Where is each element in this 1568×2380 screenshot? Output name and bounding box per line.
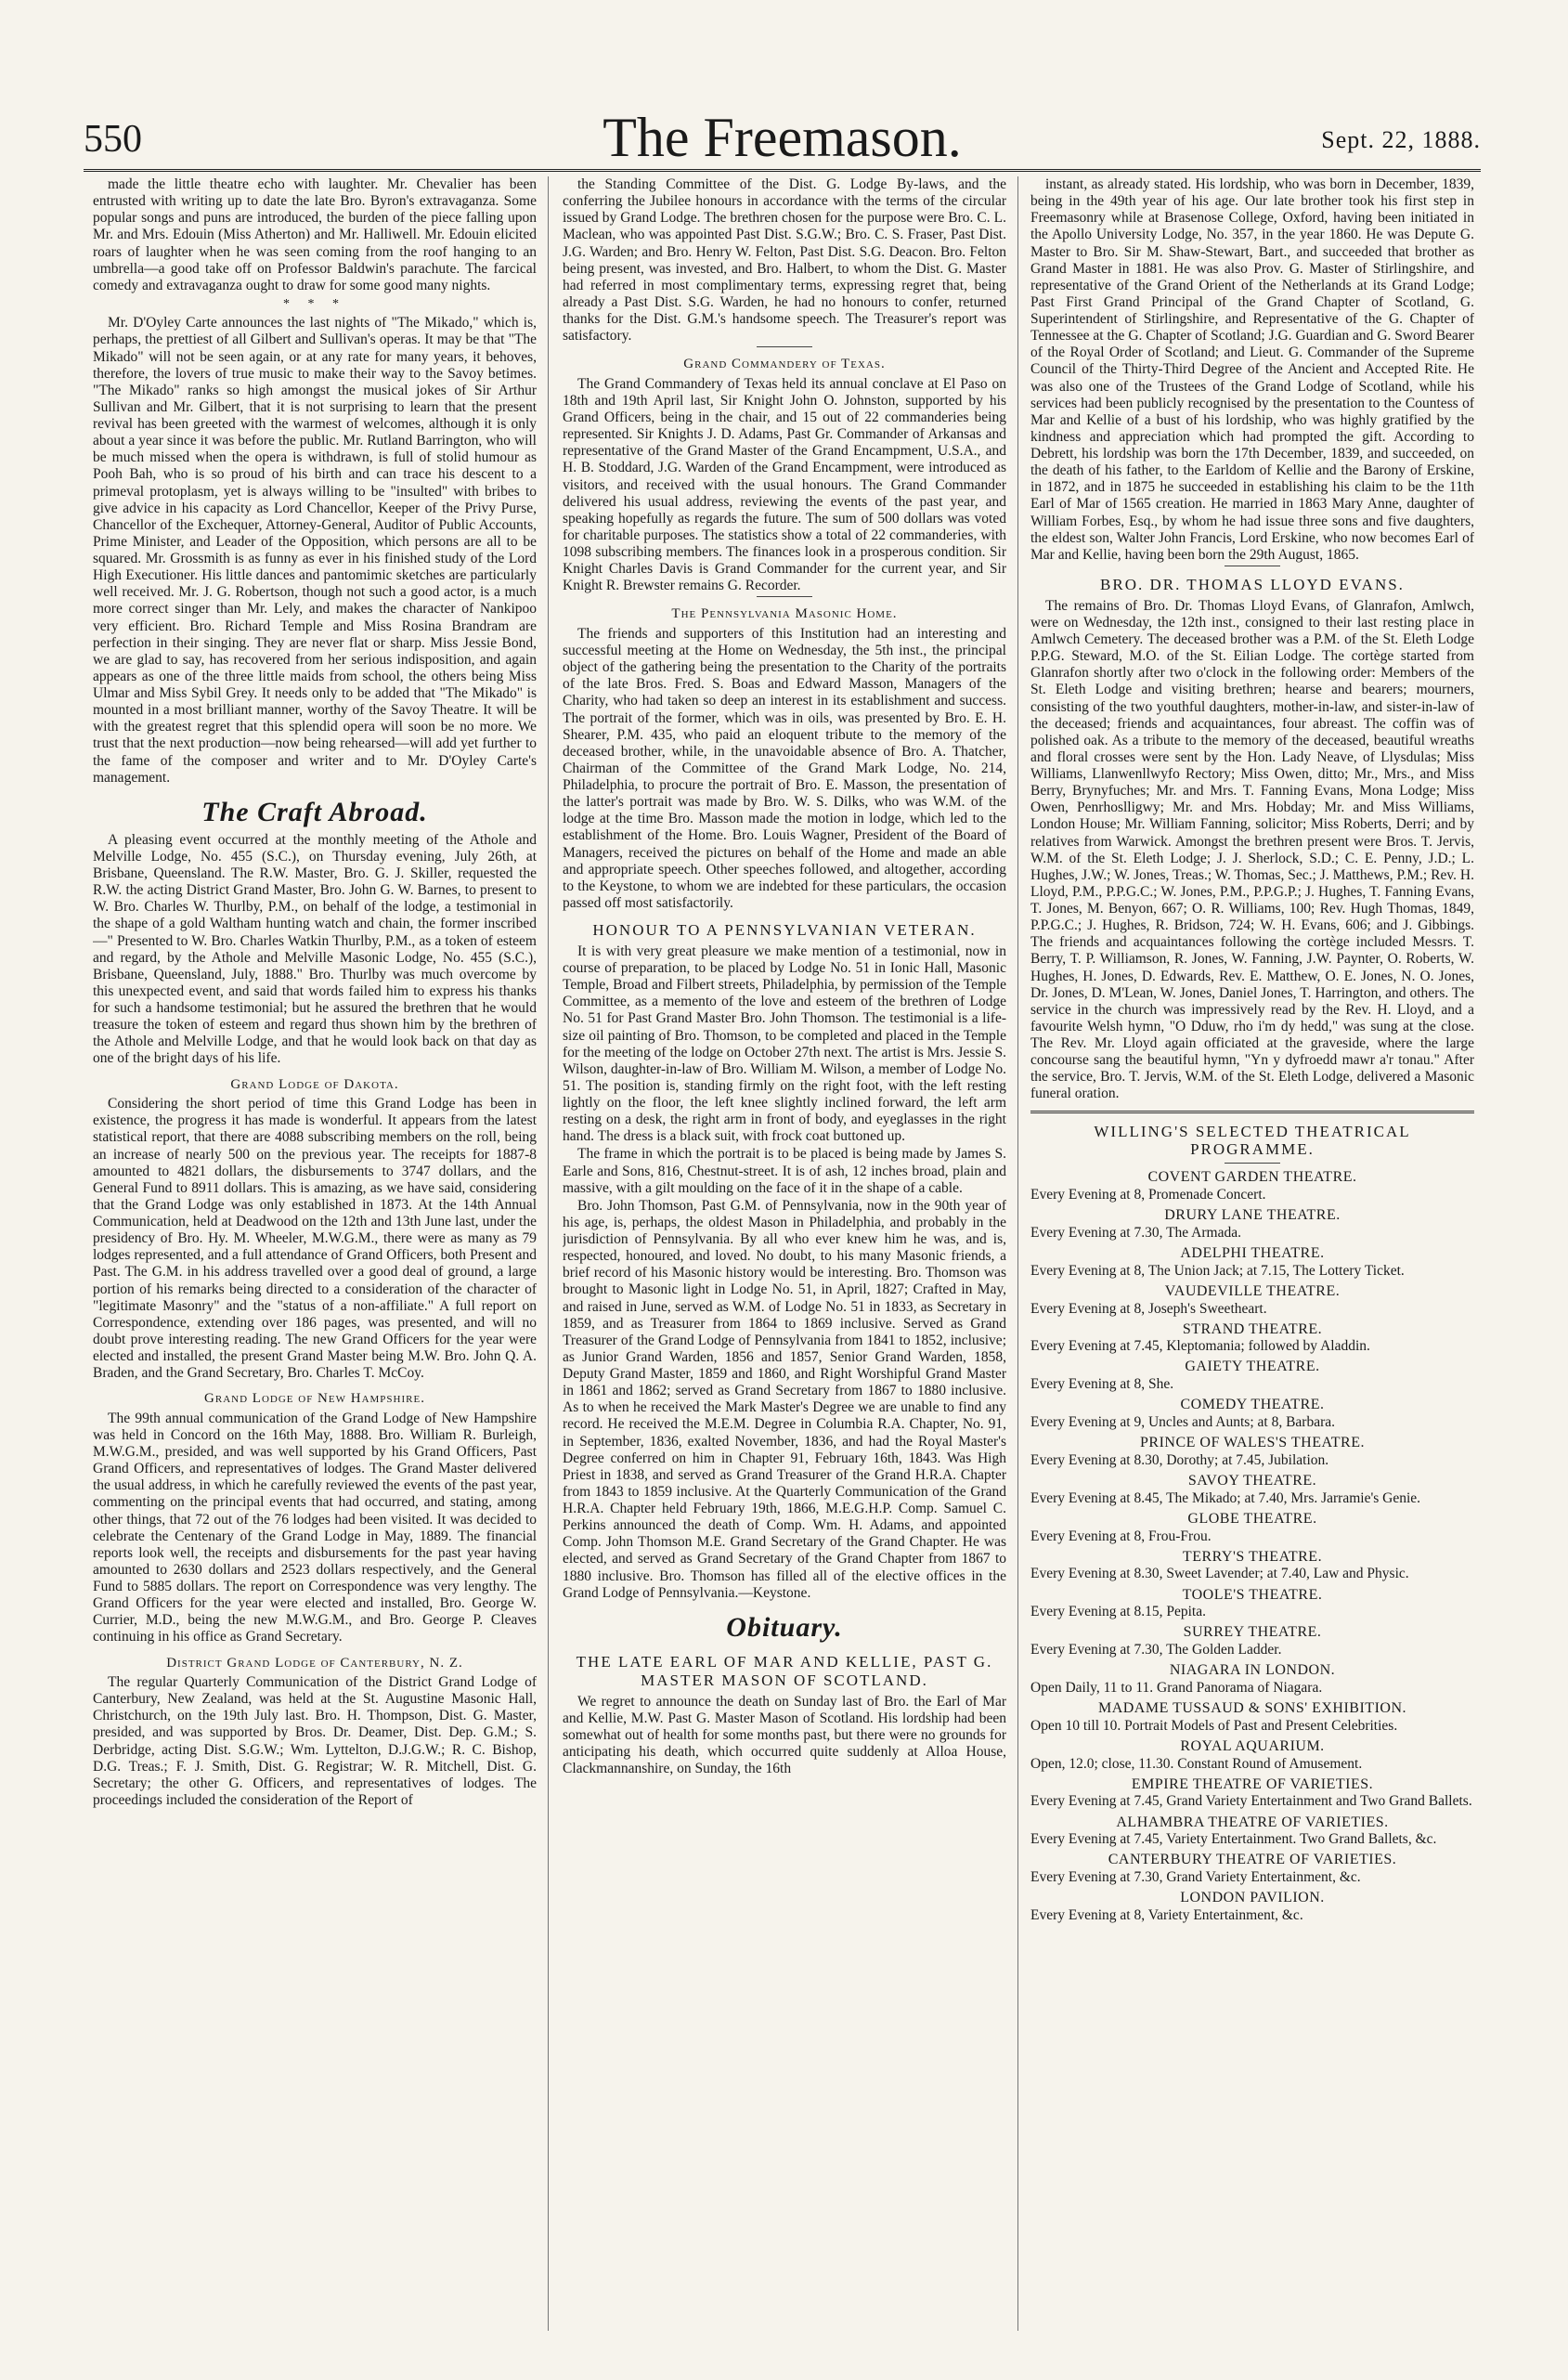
theatre-detail: Every Evening at 7.45, Grand Variety Entertainment and Two Grand Ballets. bbox=[1030, 1793, 1472, 1810]
divider bbox=[757, 596, 812, 597]
theatre-entry bbox=[1030, 1207, 1474, 1242]
paragraph: We regret to announce the death on Sunday last of Bro. the Earl of Mar and Kellie, M.W. Past G. Master Mason of Scotland. His lordship had been somewhat out of health for some months past, but there were no grounds for anticipating his death, which occurred quite suddenly at Alloa House, Clackmannanshire, on Sunday, the 16th bbox=[563, 1693, 1006, 1777]
subheading: Grand Lodge of New Hampshire. bbox=[204, 1391, 425, 1407]
theatre-entry bbox=[1030, 1624, 1474, 1658]
theatre-name: GAIETY THEATRE. bbox=[1185, 1359, 1320, 1375]
subheading: The Pennsylvania Masonic Home. bbox=[671, 606, 898, 622]
theatre-detail: Every Evening at 7.45, Kleptomania; followed by Aladdin. bbox=[1030, 1338, 1370, 1355]
theatre-entry bbox=[1030, 1587, 1474, 1621]
section-stars: * * * bbox=[283, 296, 346, 311]
theatre-name: COMEDY THEATRE. bbox=[1180, 1397, 1325, 1413]
column-rule bbox=[548, 176, 549, 2331]
theatre-name: MADAME TUSSAUD & SONS' EXHIBITION. bbox=[1097, 1700, 1407, 1717]
theatre-name: ADELPHI THEATRE. bbox=[1180, 1244, 1325, 1261]
theatre-detail: Every Evening at 7.30, The Golden Ladder. bbox=[1030, 1642, 1282, 1658]
theatre-name: ROYAL AQUARIUM. bbox=[1180, 1737, 1325, 1754]
theatre-detail: Every Evening at 8, Variety Entertainment, &c. bbox=[1030, 1907, 1303, 1923]
theatre-detail: Every Evening at 8.45, The Mikado; at 7.40, Mrs. Jarramie's Genie. bbox=[1030, 1489, 1421, 1506]
paragraph: the Standing Committee of the Dist. G. Lodge By-laws, and the conferring the Jubilee honours in accordance with the terms of the circular issued by Grand Lodge. The brethren chosen for the purpose were Bro. C. L. Maclean, who was appointed Past Dist. S.G.W.; Bro. C. S. Fraser, Past Dist. J.G. Warden; and Bro. Henry W. Felton, Past Dist. S.G. Deacon. Bro. Felton being present, was invested, and Bro. Halbert, to whom the Dist. G. Master had referred in most complimentary terms, expressing regret that, being already a Past Dist. S.G. Warden, he had no honours to confer, returned thanks for the Dist. G.M.'s handsome speech. The Treasurer's report was satisfactory. bbox=[563, 176, 1006, 345]
column-2 bbox=[563, 176, 1006, 2349]
theatre-entry bbox=[1030, 1890, 1474, 1924]
theatre-name: VAUDEVILLE THEATRE. bbox=[1164, 1282, 1341, 1299]
theatre-detail: Every Evening at 8.15, Pepita. bbox=[1030, 1604, 1206, 1620]
section-heading: Obituary. bbox=[726, 1611, 843, 1643]
theatre-entry bbox=[1030, 1169, 1474, 1203]
theatre-detail: Every Evening at 8, She. bbox=[1030, 1376, 1174, 1393]
theatre-detail: Open, 12.0; close, 11.30. Constant Round of Amusement. bbox=[1030, 1755, 1363, 1772]
paragraph: made the little theatre echo with laughter. Mr. Chevalier has been entrusted with writing up to date the late Bro. Byron's extravaganza. Some popular songs and puns are introduced, the burden of the piece falling upon Mr. and Mrs. Edouin (Miss Atherton) and Mr. Halliwell. Mr. Edouin elicited roars of laughter when he was seen coming from the roof hanging to an umbrella—a good take off on Professor Baldwin's parachute. The farcical comedy and extravaganza ought to draw for some good many nights. bbox=[93, 176, 537, 293]
theatre-name: LONDON PAVILION. bbox=[1180, 1890, 1325, 1906]
theatre-entry bbox=[1030, 1738, 1474, 1773]
divider bbox=[757, 346, 812, 347]
article-heading: HONOUR TO A PENNSYLVANIAN VETERAN. bbox=[592, 921, 977, 940]
subheading: Grand Commandery of Texas. bbox=[683, 357, 886, 372]
theatre-name: PRINCE OF WALES'S THEATRE. bbox=[1140, 1435, 1365, 1451]
theatre-detail: Open 10 till 10. Portrait Models of Past and Present Celebrities. bbox=[1030, 1717, 1398, 1734]
theatre-name: GLOBE THEATRE. bbox=[1187, 1510, 1317, 1527]
theatre-name: ALHAMBRA THEATRE OF VARIETIES. bbox=[1116, 1814, 1389, 1830]
theatre-entry bbox=[1030, 1852, 1474, 1886]
theatre-detail: Every Evening at 8.30, Dorothy; at 7.45, Jubilation. bbox=[1030, 1451, 1329, 1468]
paragraph: The remains of Bro. Dr. Thomas Lloyd Evans, of Glanrafon, Amlwch, were on Wednesday, the 12th inst., consigned to their last resting place in Amlwch Cemetery. The deceased brother was a P.M. of the St. Eleth Lodge P.P.G. Steward, M.O. of the St. Eilian Lodge. The cortège started from Glanrafon shortly after two o'clock in the following order: Members of the St. Eleth Lodge and visiting brethren; hearse and bearers; mourners, consisting of the two youthful daughters, mother-in-law, and sister-in-law of the deceased; friends and acquaintances, four abreast. The coffin was of polished oak. As a tribute to the memory of the deceased, beautiful wreaths and floral crosses were sent by the Hon. Lady Neave, of Llysdulas; Miss Williams, Llanwenllwyfo Rectory; Miss Owen, ditto; Mr., Mrs., and Miss Berry, Brynyfuches; Mr. and Mrs. T. Fanning Evans, Mona Lodge; Miss Owen, Penrhoslligwy; Mr. and Mrs. Hobday; Mr. and Miss Williams, London House; Mr. William Fanning, solicitor; Miss Roberts, Derri; and by relatives from Warwick. Amongst the brethren present were Bros. T. Jervis, W.M. of the St. Eleth Lodge; J. J. Sherlock, S.D.; C. E. Penny, J.D.; L. Hughes, J.W.; W. Jones, Treas.; W. Thomas, Sec.; J. Matthews, P.M.; Rev. H. Lloyd, P.M., P.P.G.C.; W. Jones, P.M., P.P.G.P.; J. Hughes, T. Fanning Evans, T. Jones, M. Benyon, 667; O. R. Williams, 100; Rev. Hugh Thomas, 1849, P.P.G.C.; J. Hughes, R. Bridson, 724; W. H. Evans, 606; and J. Gibbings. The friends and acquaintances following the cortège included Messrs. T. Berry, T. P. Williamson, R. Jones, W. Fanning, J.W. Paynter, O. Roberts, W. Hughes, H. Jones, D. Edwards, Rev. E. Matthew, O. E. Jones, N. O. Jones, Dr. Jones, D. M'Lean, W. Jones, Daniel Jones, T. Harrington, and others. The service in the church was impressively read by the Rev. H. Lloyd, and a favourite Welsh hymn, "O Dduw, rho i'm dy hedd," was sung at the close. The Rev. Mr. Lloyd again officiated at the graveside, where the large concourse sang the beautiful hymn, "Yn y dyfroedd mawr a'r tonau." After the service, Bro. T. Jervis, W.M. of the St. Eleth Lodge, delivered a Masonic funeral oration. bbox=[1030, 597, 1474, 1102]
theatre-detail: Open Daily, 11 to 11. Grand Panorama of Niagara. bbox=[1030, 1679, 1323, 1696]
divider bbox=[1030, 1111, 1474, 1113]
theatre-name: STRAND THEATRE. bbox=[1182, 1320, 1323, 1337]
paragraph: The friends and supporters of this Institution had an interesting and successful meeting at the Home on Wednesday, the 5th inst., the principal object of the gathering being the presentation to the Charity of the portraits of the late Bros. Fred. S. Boas and Edward Masson, Managers of the Charity, who had taken so deep an interest in its establishment and success. The portrait of the former, which was in oils, was presented by Bro. E. H. Shearer, P.M. 435, who paid an eloquent tribute to the memory of the deceased brother, while, in the unavoidable absence of Bro. A. Thatcher, Chairman of the Committee of the Grand Mark Lodge, No. 214, Philadelphia, to procure the portrait of Bro. E. Masson, the presentation of the latter's portrait was made by Bro. W. S. Dilks, who was W.M. of the lodge at the time Bro. Masson made the motion in lodge, which led to the establishment of the Home. Bro. Louis Wagner, President of the Board of Managers, received the pictures on behalf of the Home and made an able and appropriate speech. Other speeches followed, and altogether, according to the Keystone, to whom we are indebted for these particulars, the occasion passed off most satisfactorily. bbox=[563, 625, 1006, 911]
theatre-name: TERRY'S THEATRE. bbox=[1182, 1548, 1323, 1565]
paragraph: Bro. John Thomson, Past G.M. of Pennsylvania, now in the 90th year of his age, is, perhaps, the oldest Mason in Philadelphia, and probably in the jurisdiction of Pennsylvania. By all who ever knew him he was, and is, respected, honoured, and loved. No doubt, to his many Masonic friends, a brief record of his Masonic history would be interesting. Bro. Thomson was brought to Masonic light in Lodge No. 51, in April, 1827; Crafted in May, and raised in June, served as W.M. of Lodge No. 51 in 1833, as Secretary in 1859, and as Treasurer from 1864 to 1869 inclusive. Served as Grand Treasurer of the Grand Lodge of Pennsylvania from 1841 to 1852, inclusive; as Junior Grand Warden, 1856 and 1857, Senior Grand Warden, 1858, Deputy Grand Master, 1859 and 1860, and Right Worshipful Grand Master in 1861 and 1862; served as Grand Secretary from 1867 to 1880 inclusive. As to when he received the Mark Master's Degree we are unable to find any record. He received the M.E.M. Degree in Columbia R.A. Chapter, No. 91, in September, 1836, exalted November, 1836, and had the Royal Master's Degree conferred on him in Chapter 91, February 16th, 1843. Was High Priest in 1838, and served as Grand Treasurer of the Grand H.R.A. Chapter from 1843 to 1859 inclusive. At the Quarterly Communication of the Grand H.R.A. Chapter held February 19th, 1866, M.E.G.H.P. Comp. Samuel C. Perkins announced the death of Comp. Wm. H. Adams, and appointed Comp. John Thomson M.E. Grand Secretary of the Grand Chapter. He was elected, and served as Grand Secretary of the Grand Chapter from 1867 to 1880 inclusive. Bro. Thomson has filled all of the elective offices in the Grand Lodge of Pennsylvania.—Keystone. bbox=[563, 1197, 1006, 1601]
column-1 bbox=[93, 176, 537, 2349]
theatre-detail: Every Evening at 8, The Union Jack; at 7.15, The Lottery Ticket. bbox=[1030, 1262, 1405, 1279]
theatre-entry bbox=[1030, 1245, 1474, 1280]
theatre-entry bbox=[1030, 1473, 1474, 1507]
theatre-detail: Every Evening at 7.45, Variety Entertainment. Two Grand Ballets, &c. bbox=[1030, 1831, 1437, 1848]
newspaper-title: The Freemason. bbox=[603, 107, 962, 168]
theatre-detail: Every Evening at 8.30, Sweet Lavender; at 7.40, Law and Physic. bbox=[1030, 1566, 1409, 1582]
theatre-entry bbox=[1030, 1283, 1474, 1318]
theatre-name: SURREY THEATRE. bbox=[1183, 1624, 1322, 1641]
column-rule bbox=[1017, 176, 1018, 2331]
divider bbox=[1225, 1163, 1280, 1164]
theatre-name: EMPIRE THEATRE OF VARIETIES. bbox=[1131, 1775, 1374, 1792]
theatre-entry bbox=[1030, 1700, 1474, 1735]
paragraph: The regular Quarterly Communication of the District Grand Lodge of Canterbury, New Zealand, was held at the St. Augustine Masonic Hall, Christchurch, on the 19th July last. Bro. H. Thompson, Dist. G. Master, presided, and was supported by Bros. Dr. Deamer, Dist. Dep. G.M.; S. Derbridge, acting Dist. S.G.W.; Wm. Lyttelton, D.J.G.W.; R. C. Bishop, D.G. Treas.; F. J. Smith, Dist. G. Registrar; W. R. Mitchell, Dist. G. Secretary; the other G. Officers, and representatives of lodges. The proceedings included the consideration of the Report of bbox=[93, 1674, 537, 1808]
paragraph: A pleasing event occurred at the monthly meeting of the Athole and Melville Lodge, No. 455 (S.C.), on Thursday evening, July 26th, at Brisbane, Queensland. The R.W. Master, Bro. G. J. Skiller, requested the R.W. the acting District Grand Master, Bro. John G. W. Barnes, to present to W. Bro. Charles W. Thurlby, P.M., on behalf of the lodge, a testimonial in the shape of a gold Waltham hunting watch and chain, the former inscribed—" Presented to W. Bro. Charles Watkin Thurlby, P.M., as a token of esteem and regard, by the Athole and Melville Masonic Lodge, No. 455 (S.C.), Brisbane, Queensland, July, 1888." Bro. Thurlby was much overcome by this unexpected event, and said that words failed him to express his thanks for such a handsome testimonial; but he assured the brethren that he would treasure the token of esteem and regard thus shown him by the brethren of the Athole and Melville Lodge, and that he would look back on that day as one of the bright days of his life. bbox=[93, 831, 537, 1067]
theatre-detail: Every Evening at 9, Uncles and Aunts; at 8, Barbara. bbox=[1030, 1414, 1335, 1431]
column-3 bbox=[1030, 176, 1474, 2349]
article-heading: WILLING'S SELECTED THEATRICAL PROGRAMME. bbox=[1094, 1122, 1411, 1159]
theatre-entry bbox=[1030, 1662, 1474, 1697]
theatre-entry bbox=[1030, 1321, 1474, 1356]
theatre-name: DRURY LANE THEATRE. bbox=[1164, 1207, 1341, 1224]
article-heading: BRO. DR. THOMAS LLOYD EVANS. bbox=[1100, 575, 1405, 593]
theatre-entry bbox=[1030, 1776, 1474, 1811]
theatre-name: COVENT GARDEN THEATRE. bbox=[1147, 1169, 1357, 1186]
paragraph: The Grand Commandery of Texas held its annual conclave at El Paso on 18th and 19th April last, Sir Knight John O. Johnston, supported by his Grand Officers, being in the chair, and 15 out of 22 commanderies being represented. Sir Knights J. D. Adams, Past Gr. Commander of Arkansas and representative of the Grand Master of the Grand Encampment, U.S.A., and H. B. Stoddard, J.G. Warden of the Grand Encampment, were introduced as visitors, and received with the usual honours. The Grand Commander delivered his usual address, reviewing the events of the past year, and speaking hopefully as regards the future. The sum of 500 dollars was voted for charitable purposes. The statistics show a total of 22 commanderies, with 1098 subscribing members. The finances look in a prosperous condition. Sir Knight Charles Davis is Grand Commander for the current year, and Sir Knight R. Brewster remains G. Recorder. bbox=[563, 375, 1006, 594]
theatre-detail: Every Evening at 8, Promenade Concert. bbox=[1030, 1186, 1266, 1203]
paragraph: It is with very great pleasure we make mention of a testimonial, now in course of preparation, to be placed by Lodge No. 51 in Ionic Hall, Masonic Temple, Broad and Filbert streets, Philadelphia, by permission of the Temple Committee, as a memento of the love and esteem of the brethren of Lodge No. 51 for Past Grand Master Bro. John Thomson. The testimonial is a life-size oil painting of Bro. Thomson, to be completed and placed in the Temple for the meeting of the lodge on October 27th next. The artist is Mrs. Jessie S. Wilson, daughter-in-law of Bro. William M. Wilson, a member of Lodge No. 51. The position is, standing firmly on the right foot, with the left resting lightly on the floor, the left knee slightly inclined forward, the left arm resting on a desk, the right arm in front of body, and eyeglasses in the right hand. The dress is a black suit, with frock coat buttoned up. bbox=[563, 943, 1006, 1145]
theatre-detail: Every Evening at 8, Frou-Frou. bbox=[1030, 1528, 1212, 1544]
theatre-name: NIAGARA IN LONDON. bbox=[1169, 1662, 1336, 1679]
theatre-entry bbox=[1030, 1814, 1474, 1849]
theatre-entry bbox=[1030, 1397, 1474, 1431]
paragraph: The frame in which the portrait is to be placed is being made by James S. Earle and Sons, 816, Chestnut-street. It is of ash, 12 inches broad, plain and massive, with a gilt moulding on the face of it in the shape of a cable. bbox=[563, 1146, 1006, 1196]
paragraph: Mr. D'Oyley Carte announces the last nights of "The Mikado," which is, perhaps, the prettiest of all Gilbert and Sullivan's operas. It may be that "The Mikado" will not be seen again, or at any rate for many years, it behoves, therefore, the lovers of true music to make their way to the Savoy betimes. "The Mikado" ranks so high amongst the musical jokes of Sir Arthur Sullivan and Mr. Gilbert, that it is not surprising to learn that the present revival has been greeted with the warmest of welcomes, although it is only about a year since it was before the public. Mr. Rutland Barrington, who will be much missed when the opera is withdrawn, is full of stolid humour as Pooh Bah, who is so proud of his birth and can trace his descent to a primeval protoplasm, yet is always willing to be "insulted" with bribes to give advice in his capacity as Lord Chancellor, Keeper of the Privy Purse, Chancellor of the Exchequer, Attorney-General, Auditor of Public Accounts, Prime Minister, and Leader of the Opposition, which persons are all to be squared. Mr. Grossmith is as funny as ever in his finished study of the Lord High Executioner. His little dances and pantomimic sketches are particularly well received. Mr. J. G. Robertson, though not such a good actor, is a much more correct singer than Mr. Lely, and makes the character of Nankipoo very efficient. Bro. Richard Temple and Miss Rosina Brandram are perfection in their singing. They are never flat or sharp. Miss Jessie Bond, we are glad to say, has recovered from her serious indisposition, and again appears as one of the three little maids from school, the others being Miss Ulmar and Miss Sybil Grey. It needs only to be added that "The Mikado" is mounted in a most brilliant manner, worthy of the Savoy Theatre. It will be with the greatest regret that this splendid opera will soon be no more. We trust that the next production—now being rehearsed—will add yet further to the fame of the composer and writer and to Mr. D'Oyley Carte's management. bbox=[93, 315, 537, 786]
theatre-entry bbox=[1030, 1511, 1474, 1545]
theatre-name: SAVOY THEATRE. bbox=[1187, 1473, 1317, 1489]
paragraph: Considering the short period of time this Grand Lodge has been in existence, the progress it has made is wonderful. It appears from the latest statistical report, that there are 4088 subscribing members on the roll, being an increase of nearly 500 on the previous year. The receipts for 1887-8 amounted to 4821 dollars, the disbursements to 3747 dollars, and the General Fund to 8911 dollars. This is amazing, as we have said, considering that the Grand Lodge was only established in 1873. At the 14th Annual Communication, held at Deadwood on the 12th and 13th June last, under the presidency of Bro. Hy. M. Wheeler, M.W.G.M., there were as many as 79 lodges represented, and a full attendance of Grand Officers, both Present and Past. The G.M. in his address travelled over a good deal of ground, a large portion of his remarks being directed to a consideration of the character of "legitimate Masonry" and the "status of a non-affiliate." A full report on Correspondence, extending over 186 pages, was presented, and will no doubt prove interesting reading. The new Grand Officers for the year were elected and installed, the present Grand Master being M.W. Bro. John Q. A. Braden, and the Grand Secretary, Bro. Charles T. McCoy. bbox=[93, 1096, 537, 1382]
theatre-name: CANTERBURY THEATRE OF VARIETIES. bbox=[1108, 1852, 1397, 1868]
issue-date: Sept. 22, 1888. bbox=[1321, 126, 1481, 153]
subheading: Grand Lodge of Dakota. bbox=[230, 1076, 399, 1092]
theatre-entry bbox=[1030, 1359, 1474, 1393]
theatre-detail: Every Evening at 8, Joseph's Sweetheart. bbox=[1030, 1300, 1267, 1317]
subheading: District Grand Lodge of Canterbury, N. Z. bbox=[166, 1655, 463, 1671]
page-number: 550 bbox=[84, 118, 142, 161]
paragraph: The 99th annual communication of the Grand Lodge of New Hampshire was held in Concord on the 16th May, 1888. Bro. William R. Burleigh, M.W.G.M., presided, and was well supported by his Grand Officers, Past Grand Officers, and representatives of lodges. The Grand Master delivered the usual address, in which he carefully reviewed the events of the past year, commenting on the principal events that had occurred, and stating, among other things, that 72 out of the 76 lodges had been visited. It was decided to celebrate the Centenary of the Grand Lodge in May, 1889. The financial reports look well, the receipts and disbursements for the past year having amounted to 2630 dollars and 2523 dollars respectively, and the General Fund to 5885 dollars. The report on Correspondence was very lengthy. The Grand Officers for the year were elected and installed, Bro. George W. Currier, M.D., being the new M.W.G.M., and Bro. George P. Cleaves continuing in his office as Grand Secretary. bbox=[93, 1410, 537, 1645]
paragraph: instant, as already stated. His lordship, who was born in December, 1839, being in the 49th year of his age. Our late brother took his first step in Freemasonry while at Brasenose College, Oxford, having been initiated in the Apollo University Lodge, No. 357, in the year 1860. He was Depute G. Master to Bro. Sir M. Shaw-Stewart, Bart., and succeeded that brother as Grand Master in 1881. He was also Prov. G. Master of Stirlingshire, and representative of the Grand Orient of the Netherlands at its Grand Lodge; Past First Grand Principal of the Grand Chapter of Scotland, G. Superintendent of Stirlingshire, and Representative of the G. Chapter of Tennessee at the G. Chapter of Scotland; J.G. Guardian and G. Sword Bearer of the Royal Order of Scotland; and Lieut. G. Commander of the Supreme Council of the Thirty-Third Degree of the Ancient and Accepted Rite. He was also one of the Trustees of the Grand Lodge of Scotland, while his services had been publicly recognised by the presentation to the Countess of Mar and Kellie of a bust of his lordship, who was highly gratified by the kindness and appreciation which had prompted the gift. According to Debrett, his lordship was born the 17th December, 1839, and succeeded, on the death of his father, to the Earldom of Kellie and the Barony of Erskine, in 1872, and in 1875 he succeeded in establishing his claim to be the 11th Earl of Mar of 1565 creation. He married in 1863 Mary Anne, daughter of William Forbes, Esq., by whom he had issue three sons and five daughters, the eldest son, Walter John Francis, Lord Erskine, who now becomes Earl of Mar and Kellie, having been born the 29th August, 1865. bbox=[1030, 176, 1474, 563]
theatre-detail: Every Evening at 7.30, The Armada. bbox=[1030, 1224, 1241, 1241]
article-heading: THE LATE EARL OF MAR AND KELLIE, PAST G. MASTER MASON OF SCOTLAND. bbox=[576, 1652, 993, 1689]
theatre-detail: Every Evening at 7.30, Grand Variety Entertainment, &c. bbox=[1030, 1869, 1361, 1886]
section-heading: The Craft Abroad. bbox=[201, 796, 428, 827]
theatre-name: TOOLE'S THEATRE. bbox=[1182, 1586, 1323, 1603]
masthead bbox=[84, 100, 1481, 172]
theatre-entry bbox=[1030, 1435, 1474, 1469]
theatre-entry bbox=[1030, 1549, 1474, 1583]
theatre-listings bbox=[1030, 1169, 1474, 1924]
